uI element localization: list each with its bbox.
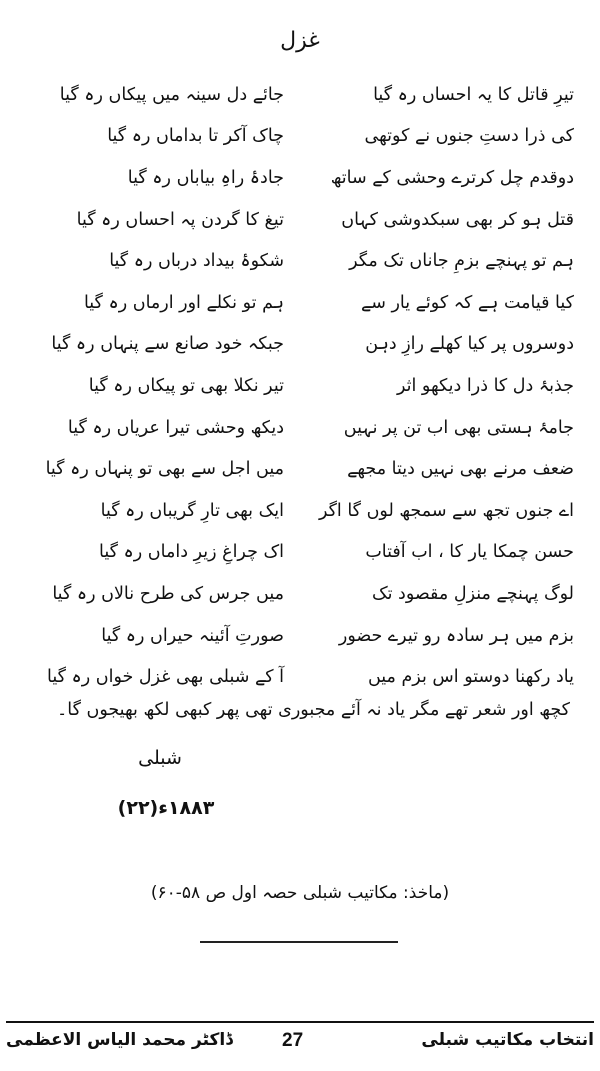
section-divider <box>200 941 398 943</box>
first-hemistich: دوسروں پر کیا کھلے رازِ دہن <box>365 334 574 355</box>
first-hemistich: ہم تو پہنچے بزمِ جاناں تک مگر <box>349 251 574 272</box>
second-hemistich: جائے دل سینہ میں پیکاں رہ گیا <box>59 84 284 105</box>
couplet <box>34 656 574 698</box>
couplet <box>34 282 574 324</box>
second-hemistich: میں جرس کی طرح نالاں رہ گیا <box>52 583 284 604</box>
first-hemistich: کی ذرا دستِ جنوں نے کوتھی <box>364 126 574 147</box>
couplet <box>34 157 574 199</box>
letter-date: ۱۸۸۳ء(۲۲) <box>117 797 215 819</box>
first-hemistich: دوقدم چل کرترے وحشی کے ساتھ <box>330 167 574 188</box>
footer-divider <box>6 1021 594 1023</box>
first-hemistich: لوگ پہنچے منزلِ مقصود تک <box>371 583 574 604</box>
first-hemistich: ضعف مرنے بھی نہیں دیتا مجھے <box>347 459 574 480</box>
second-hemistich: ایک بھی تارِ گریباں رہ گیا <box>100 500 284 521</box>
page-number: 27 <box>282 1030 304 1051</box>
page-footer <box>6 1030 594 1060</box>
ghazal-couplets <box>34 74 574 698</box>
couplet <box>34 199 574 241</box>
first-hemistich: کیا قیامت ہے کہ کوئے یار سے <box>360 292 574 313</box>
second-hemistich: جبکہ خود صانع سے پنہاں رہ گیا <box>51 334 284 355</box>
second-hemistich: اک چراغِ زیرِ داماں رہ گیا <box>99 542 284 563</box>
ghazal-title: غزل <box>280 28 320 53</box>
couplet <box>34 365 574 407</box>
second-hemistich: جادۂ راہِ بیاباں رہ گیا <box>127 167 284 188</box>
couplet <box>34 532 574 574</box>
first-hemistich: قتل ہو کر بھی سبکدوشی کہاں <box>341 209 574 230</box>
source-citation: (ماخذ: مکاتیب شبلی حصہ اول ص ۵۸-۶۰) <box>150 883 450 903</box>
second-hemistich: میں اجل سے بھی تو پنہاں رہ گیا <box>45 459 284 480</box>
couplet <box>34 324 574 366</box>
first-hemistich: جذبۂ دل کا ذرا دیکھو اثر <box>396 375 574 396</box>
couplet <box>34 74 574 116</box>
first-hemistich: حسن چمکا یار کا ، اب آفتاب <box>365 542 574 563</box>
second-hemistich: ہم تو نکلے اور ارماں رہ گیا <box>83 292 284 313</box>
first-hemistich: بزم میں ہر سادہ رو تیرے حضور <box>338 625 574 646</box>
author-name: ڈاکٹر محمد الیاس الاعظمی <box>6 1030 233 1050</box>
second-hemistich: چاک آکر تا بداماں رہ گیا <box>107 126 284 147</box>
book-title: انتخاب مکاتیب شبلی <box>421 1030 594 1050</box>
closing-note: کچھ اور شعر تھے مگر یاد نہ آئے مجبوری تھی پھر کبھی لکھ بھیجوں گا۔ <box>57 700 570 720</box>
second-hemistich: تیغ کا گردن پہ احساں رہ گیا <box>76 209 284 230</box>
first-hemistich: تیرِ قاتل کا یہ احساں رہ گیا <box>373 84 574 105</box>
second-hemistich: دیکھ وحشی تیرا عریاں رہ گیا <box>67 417 284 438</box>
first-hemistich: یاد رکھنا دوستو اس بزم میں <box>367 667 574 688</box>
first-hemistich: جامۂ ہستی بھی اب تن پر نہیں <box>343 417 574 438</box>
second-hemistich: تیر نکلا بھی تو پیکاں رہ گیا <box>88 375 284 396</box>
second-hemistich: صورتِ آئینہ حیراں رہ گیا <box>101 625 284 646</box>
couplet <box>34 448 574 490</box>
first-hemistich: اے جنوں تجھ سے سمجھ لوں گا اگر <box>318 500 574 521</box>
couplet <box>34 240 574 282</box>
couplet <box>34 407 574 449</box>
signature: شبلی <box>138 747 182 769</box>
couplet <box>34 573 574 615</box>
couplet <box>34 615 574 657</box>
couplet <box>34 116 574 158</box>
second-hemistich: آ کے شبلی بھی غزل خواں رہ گیا <box>47 667 284 688</box>
couplet <box>34 490 574 532</box>
second-hemistich: شکوۂ بیداد درباں رہ گیا <box>109 251 284 272</box>
